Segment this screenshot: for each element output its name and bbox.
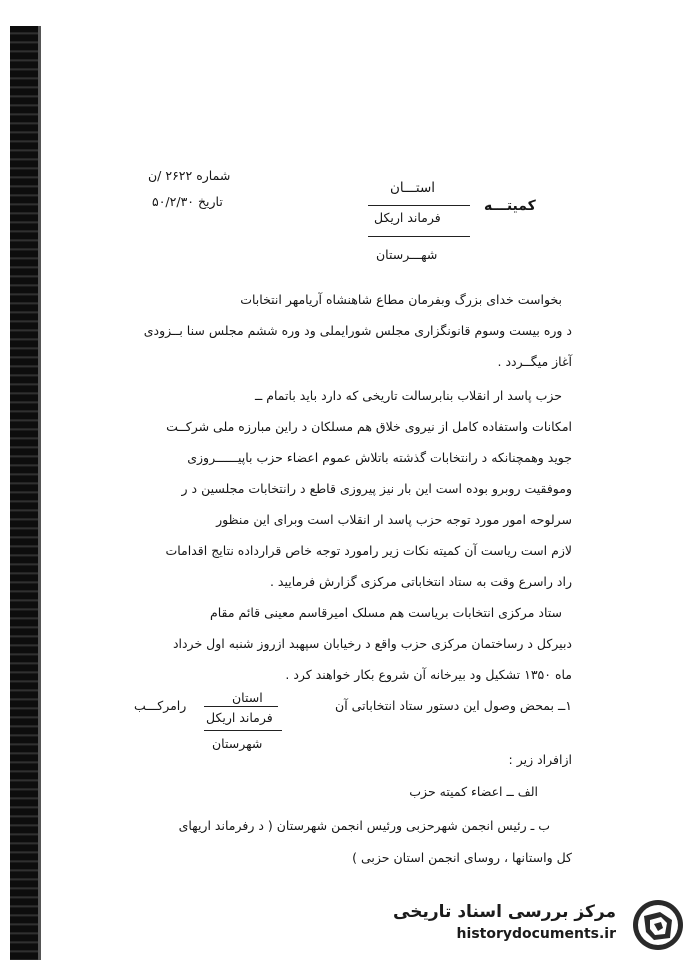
item1-shahrestan: شهرستان xyxy=(212,736,263,751)
letter-date: تاریخ ۵۰/۲/۳۰ xyxy=(152,194,223,209)
watermark xyxy=(392,896,692,954)
body-line-1: بخواست خدای بزرگ وبفرمان مطاع شاهنشاه آریامهر انتخابات xyxy=(240,292,562,307)
item1-rule-2 xyxy=(204,730,282,731)
item1-farmandar: فرماند اریکل xyxy=(206,710,273,725)
committee-label: کمیتـــه xyxy=(484,198,536,214)
body-line-3: آغاز میگــردد . xyxy=(497,354,572,369)
body-line-6: جوید وهمچنانکه د رانتخابات گذشته باتلاش عموم اعضاء حزب باپیــــــروزی xyxy=(187,450,572,465)
archive-logo-icon xyxy=(630,898,686,952)
item-be-line-1: ب ـ رئیس انجمن شهرحزبی ورئیس انجمن شهرستان ( د رفرماند اریهای xyxy=(178,818,550,833)
item1-tail: رامرکـــب xyxy=(134,698,187,713)
item1-rule-1 xyxy=(204,706,278,707)
persons-intro: ازافراد زیر : xyxy=(508,752,572,767)
body-line-5: امکانات واستفاده کامل از نیروی خلاق هم مسلکان د راین مبارزه ملی شرکــت xyxy=(166,419,572,434)
letter-number: شماره ۲۶۲۲ /ن xyxy=(148,168,231,183)
item-alef: الف ــ اعضاء کمیته حزب xyxy=(409,784,538,799)
header-rule-1 xyxy=(368,205,470,206)
body-line-12: دبیرکل د رساختمان مرکزی حزب واقع د رخیابان سپهبد ازروز شنبه اول خرداد xyxy=(172,636,572,651)
body-line-9: لازم است ریاست آن کمیته نکات زیر رامورد توجه خاص قرارداده نتایج اقدامات xyxy=(165,543,572,558)
binding-edge xyxy=(10,26,38,960)
body-line-10: راد راسرع وقت به ستاد انتخاباتی مرکزی گزارش فرمایید . xyxy=(269,574,572,589)
body-line-4: حزب پاسد ار انقلاب بنابرسالت تاریخی که دارد باید باتمام ــ xyxy=(254,388,562,403)
body-line-11: ستاد مرکزی انتخابات بریاست هم مسلک امیرقاسم معینی قائم مقام xyxy=(209,605,562,620)
binding-edge-line xyxy=(38,26,41,960)
item-be-line-2: کل واستانها ، روسای انجمن استان حزبی ) xyxy=(352,850,572,865)
body-line-7: وموفقیت روبرو بوده است این بار نیز پیروزی قاطع د رانتخابات مجلسین د ر xyxy=(181,481,572,496)
body-line-8: سرلوحه امور مورد توجه حزب پاسد ار انقلاب است وبرای این منظور xyxy=(216,512,572,527)
item1-ostan: استان xyxy=(232,690,263,705)
body-line-2: د وره بیست وسوم قانونگزاری مجلس شورایملی ود وره ششم مجلس سنا بــزودی xyxy=(143,323,572,338)
watermark-text-fa: مرکز بررسی اسناد تاریخی xyxy=(393,902,616,922)
farmandar-label: فرماند اریکل xyxy=(374,210,441,225)
item1-lead: ۱ــ بمحض وصول این دستور ستاد انتخاباتی آن xyxy=(335,698,572,713)
shahrestan-label: شهـــرستان xyxy=(376,247,438,262)
header-rule-2 xyxy=(368,236,470,237)
ostan-label: استـــان xyxy=(390,180,436,196)
body-line-13: ماه ۱۳۵۰ تشکیل ود بیرخانه آن شروع بکار خواهند کرد . xyxy=(285,667,572,682)
watermark-text-en: historydocuments.ir xyxy=(456,926,616,942)
